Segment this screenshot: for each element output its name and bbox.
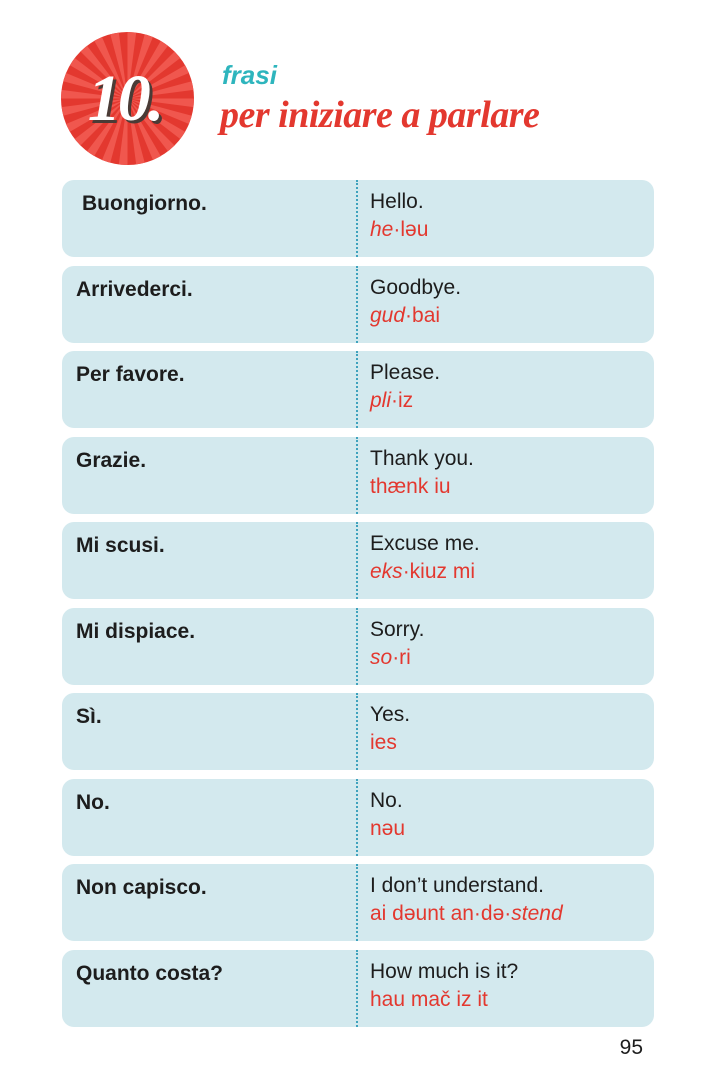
- column-divider: [356, 266, 358, 343]
- english-translation: Thank you.: [370, 446, 474, 470]
- italian-phrase: Arrivederci.: [76, 277, 193, 301]
- pronunciation: [370, 304, 440, 328]
- pronunciation: [370, 817, 405, 841]
- phrase-row: [62, 522, 654, 599]
- number-badge: [61, 32, 194, 165]
- italian-phrase: Buongiorno.: [82, 192, 207, 215]
- phrase-row: [62, 180, 654, 257]
- english-translation: How much is it?: [370, 959, 519, 983]
- column-divider: [356, 180, 358, 257]
- pronunciation-segment: stend: [511, 902, 563, 925]
- column-divider: [356, 779, 358, 856]
- phrase-row: [62, 266, 654, 343]
- english-translation: Excuse me.: [370, 532, 480, 555]
- phrase-row: [62, 693, 654, 770]
- italian-phrase: Quanto costa?: [76, 961, 224, 985]
- column-divider: [356, 437, 358, 514]
- pronunciation-segment: ·bai: [405, 303, 441, 327]
- pronunciation: [370, 475, 451, 499]
- pronunciation: [370, 646, 411, 670]
- pronunciation-segment: ·kiuz mi: [402, 560, 476, 583]
- column-divider: [356, 351, 358, 428]
- phrase-list: [62, 180, 654, 1035]
- title-line-1: frasi: [222, 60, 277, 90]
- pronunciation: [370, 560, 475, 584]
- english-translation: I don’t understand.: [370, 874, 544, 897]
- pronunciation-segment: hau mač iz it: [370, 987, 488, 1011]
- italian-phrase: Mi dispiace.: [76, 619, 196, 643]
- english-translation: Yes.: [370, 703, 411, 726]
- phrase-row: [62, 608, 654, 685]
- pronunciation-segment: ai dəunt an·də·: [370, 902, 512, 925]
- phrase-row: [62, 437, 654, 514]
- pronunciation: [370, 902, 563, 926]
- page-title: per iniziare a parlare: [220, 94, 540, 136]
- phrase-row: [62, 864, 654, 941]
- pronunciation: [370, 389, 413, 413]
- pronunciation-segment: ·iz: [391, 389, 414, 412]
- english-translation: Please.: [370, 361, 441, 384]
- pronunciation-segment: thænk iu: [370, 474, 451, 498]
- italian-phrase: Grazie.: [76, 448, 147, 472]
- pronunciation-segment: ·ləu: [393, 218, 429, 241]
- column-divider: [356, 864, 358, 941]
- english-translation: Sorry.: [370, 617, 425, 641]
- pronunciation-segment: eks: [370, 560, 403, 583]
- italian-phrase: Mi scusi.: [76, 534, 165, 557]
- pronunciation-segment: ·ri: [392, 645, 411, 669]
- column-divider: [356, 522, 358, 599]
- italian-phrase: Per favore.: [76, 363, 185, 386]
- pronunciation-segment: nəu: [370, 816, 406, 840]
- column-divider: [356, 693, 358, 770]
- italian-phrase: Non capisco.: [76, 876, 207, 899]
- pronunciation: [370, 731, 397, 755]
- pronunciation-segment: gud: [370, 303, 406, 327]
- english-translation: Goodbye.: [370, 275, 462, 299]
- column-divider: [356, 950, 358, 1027]
- pronunciation-segment: ies: [370, 731, 397, 754]
- phrase-row: [62, 779, 654, 856]
- phrase-row: [62, 950, 654, 1027]
- pronunciation: [370, 218, 428, 242]
- pronunciation-segment: he: [370, 218, 394, 241]
- phrase-row: [62, 351, 654, 428]
- pronunciation: [370, 988, 488, 1012]
- page-number: 95: [619, 1036, 643, 1059]
- badge-number: 10.: [87, 61, 162, 135]
- english-translation: No.: [370, 788, 403, 812]
- english-translation: Hello.: [370, 190, 424, 213]
- italian-phrase: Sì.: [76, 705, 102, 728]
- italian-phrase: No.: [76, 790, 110, 814]
- column-divider: [356, 608, 358, 685]
- pronunciation-segment: pli: [370, 389, 392, 412]
- pronunciation-segment: so: [370, 645, 393, 669]
